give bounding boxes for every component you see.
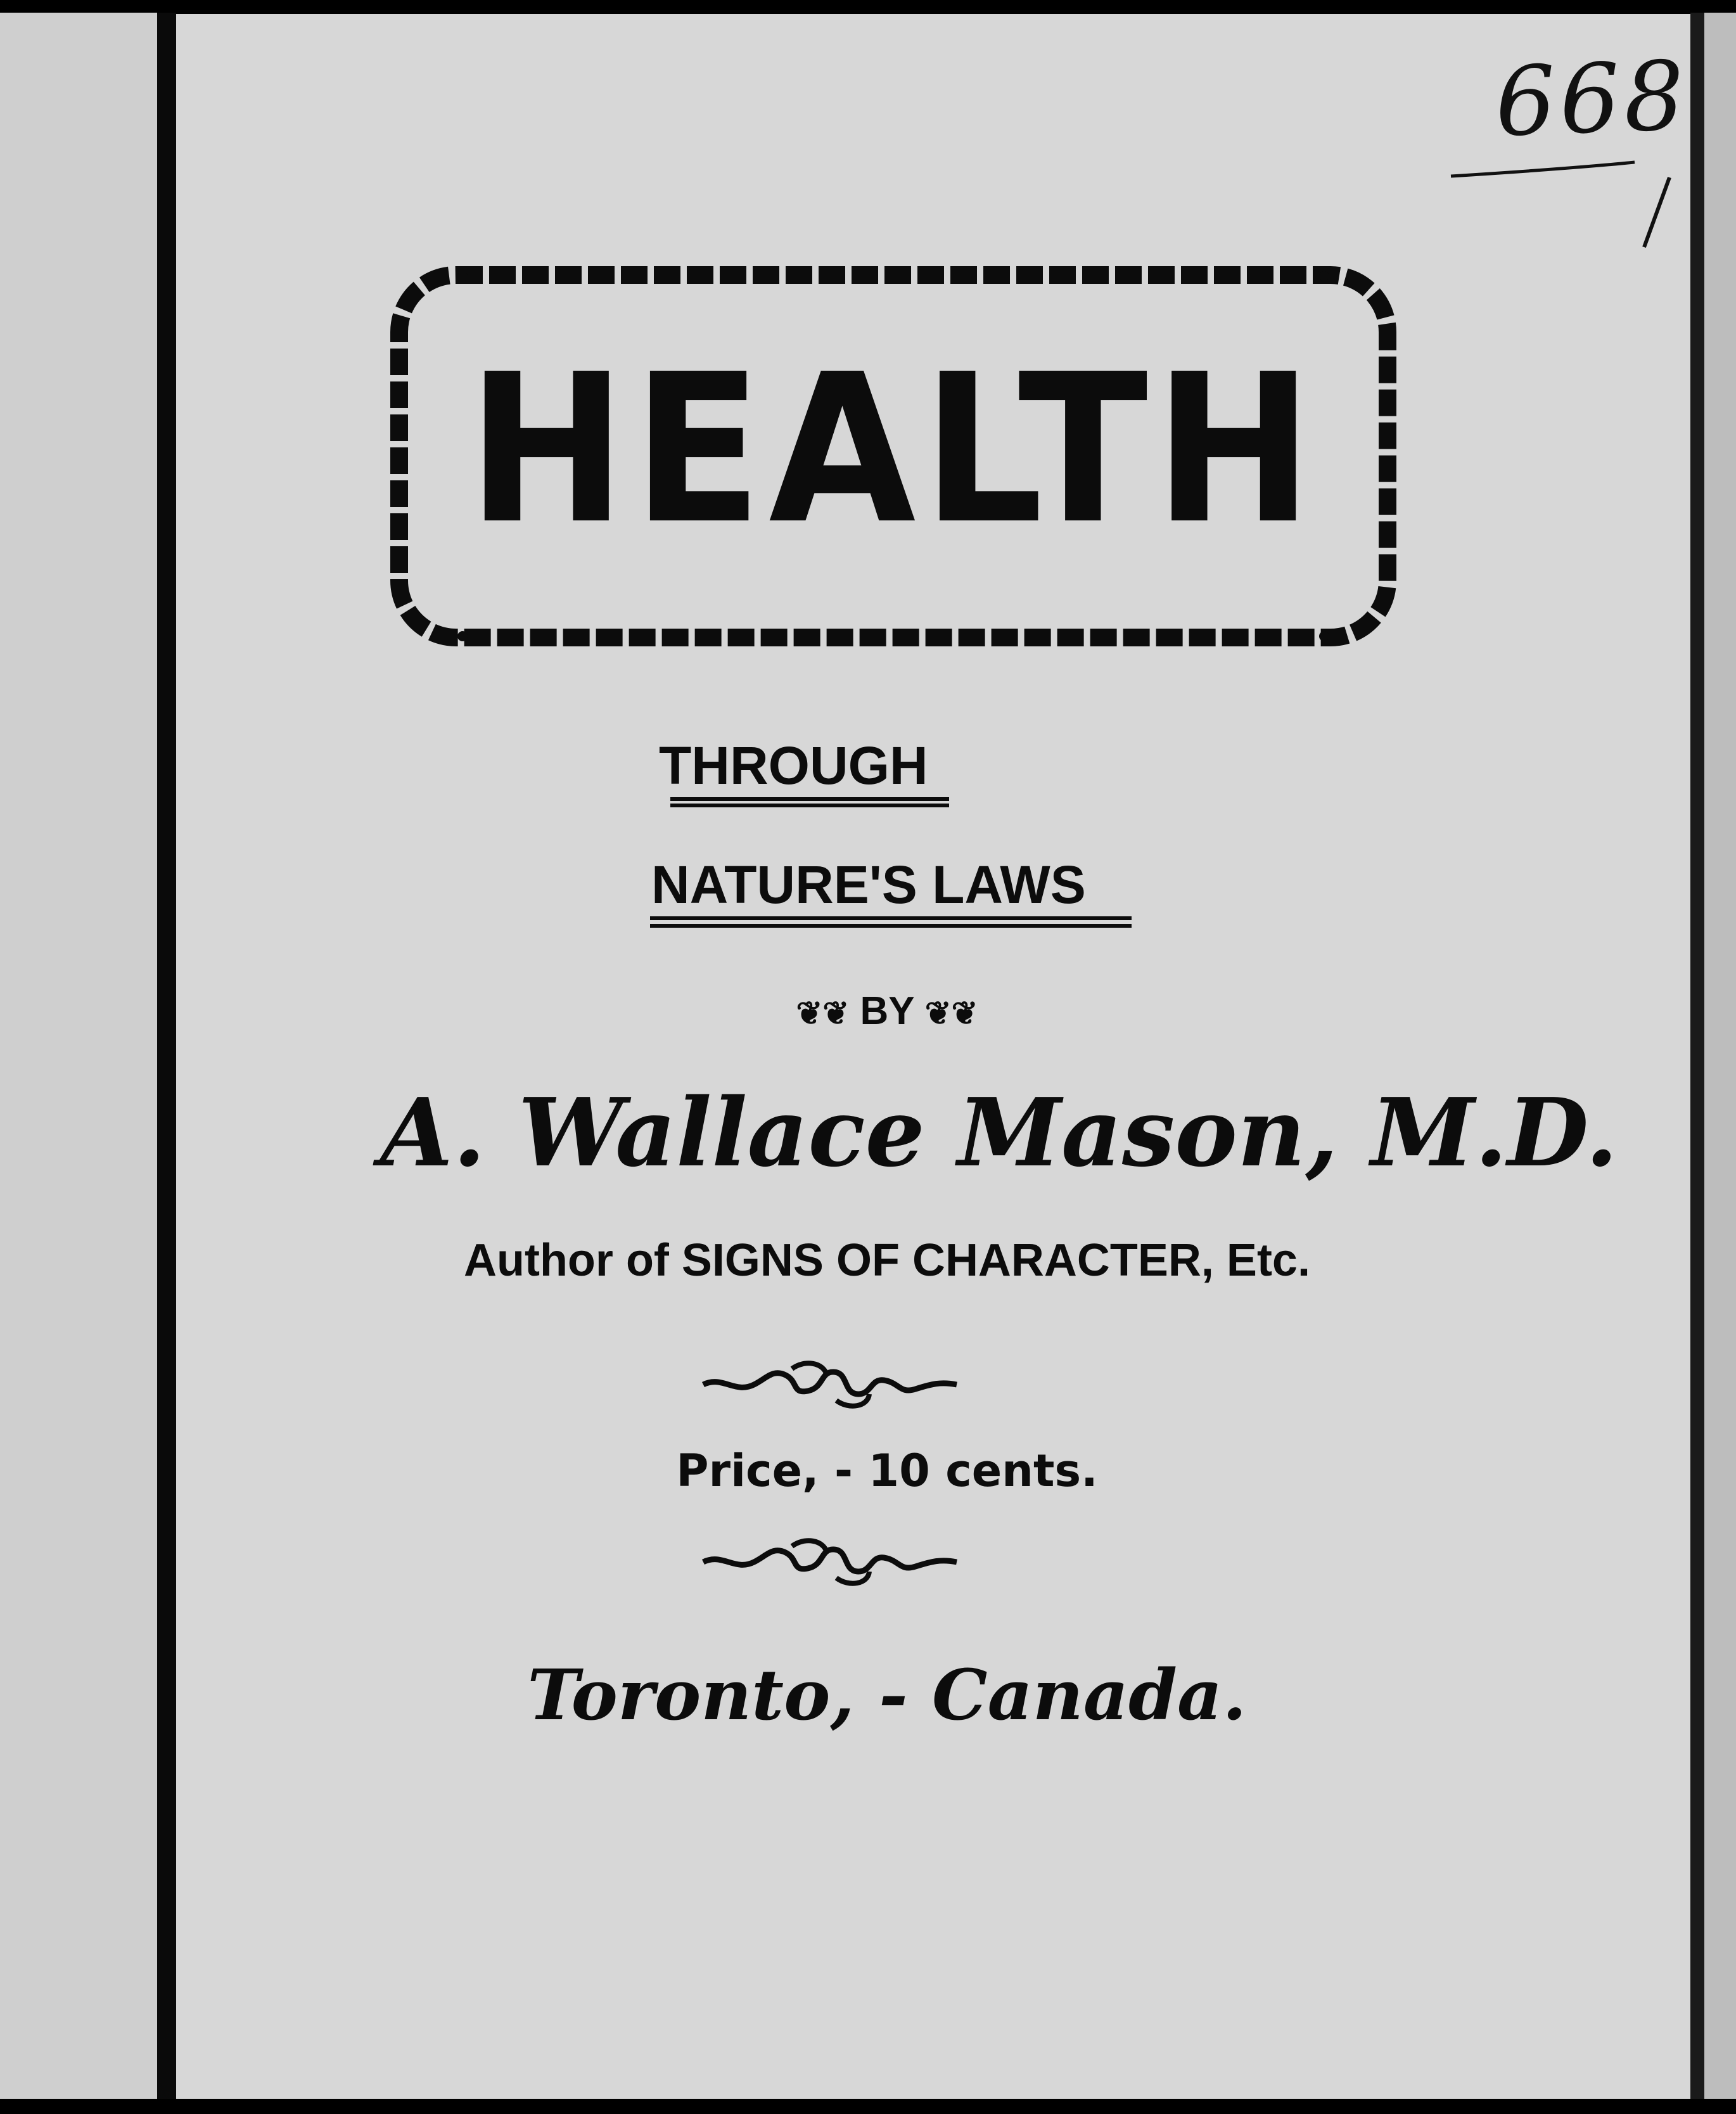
subtitle-natures-laws: NATURE'S LAWS bbox=[651, 855, 1086, 914]
bottom-band bbox=[0, 2099, 1736, 2114]
subtitle-through: THROUGH bbox=[659, 736, 928, 795]
left-flap bbox=[0, 13, 157, 2101]
author-name: A. Wallace Mason, M.D. bbox=[380, 1077, 1618, 1188]
leaf-ornament-icon: ❦❦ bbox=[924, 996, 978, 1031]
handwritten-number: 668 bbox=[1493, 41, 1690, 158]
title-health: HEALTH bbox=[467, 330, 1320, 569]
right-strip bbox=[1704, 13, 1736, 2101]
leaf-ornament-icon: ❦❦ bbox=[796, 996, 850, 1031]
author-credits: Author of SIGNS OF CHARACTER, Etc. bbox=[464, 1235, 1310, 1286]
natures-double-rule bbox=[650, 916, 1132, 928]
publication-place: Toronto, - Canada. bbox=[527, 1654, 1247, 1736]
scroll-ornament-icon bbox=[697, 1356, 963, 1413]
handwritten-mark bbox=[1445, 127, 1723, 279]
spine-line bbox=[157, 13, 176, 2101]
right-edge bbox=[1690, 13, 1704, 2101]
by-label: BY bbox=[860, 989, 914, 1033]
by-line bbox=[767, 989, 1007, 1034]
price: Price, - 10 cents. bbox=[676, 1445, 1098, 1497]
through-double-rule bbox=[670, 797, 949, 807]
scroll-ornament-icon bbox=[697, 1534, 963, 1591]
